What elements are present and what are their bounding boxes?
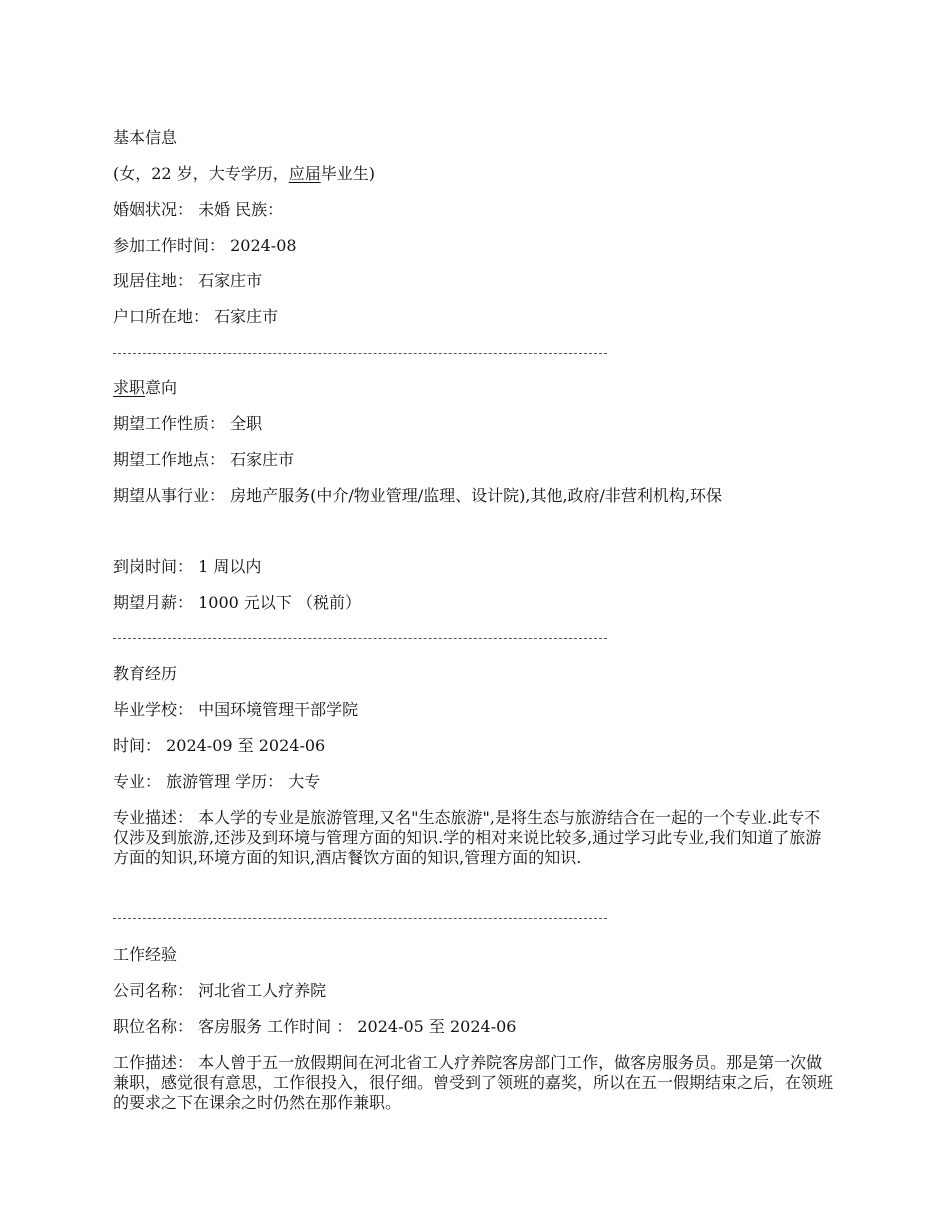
expected-salary: 期望月薪： 1000 元以下 （税前） [113, 593, 361, 612]
fresh-graduate-link[interactable]: 应届 [288, 164, 321, 183]
section-divider [113, 353, 607, 354]
expected-industry: 期望从事行业： 房地产服务(中介/物业管理/监理、设计院),其他,政府/非营利机构,环保 [113, 486, 723, 505]
work-start-date: 参加工作时间： 2024-08 [113, 236, 297, 255]
major-and-degree: 专业： 旅游管理 学历： 大专 [113, 772, 321, 791]
basic-summary-suffix: 毕业生) [320, 164, 375, 183]
section-heading-work-experience: 工作经验 [113, 945, 178, 964]
hukou-location: 户口所在地： 石家庄市 [113, 307, 279, 326]
job-intent-heading-rest: 意向 [145, 378, 178, 397]
position-and-period: 职位名称： 客房服务 工作时间 ： 2024-05 至 2024-06 [113, 1017, 517, 1036]
arrival-time: 到岗时间： 1 周以内 [113, 557, 262, 576]
major-description: 专业描述： 本人学的专业是旅游管理,又名"生态旅游",是将生态与旅游结合在一起的一个专业.此专不仅涉及到旅游,还涉及到环境与管理方面的知识.学的相对来说比较多,通过学习此专业,我们知道了旅游方面的知识,环境方面的知识,酒店餐饮方面的知识,管理方面的知识. [113, 808, 822, 867]
company-name: 公司名称： 河北省工人疗养院 [113, 981, 327, 1000]
graduation-school: 毕业学校： 中国环境管理干部学院 [113, 700, 359, 719]
education-period: 时间： 2024-09 至 2024-06 [113, 736, 326, 755]
marital-status: 婚姻状况： 未婚 民族： [113, 200, 284, 219]
basic-summary [113, 164, 375, 184]
expected-job-location: 期望工作地点： 石家庄市 [113, 450, 295, 469]
current-residence: 现居住地： 石家庄市 [113, 271, 263, 290]
job-search-link[interactable]: 求职 [113, 378, 146, 397]
section-heading-education: 教育经历 [113, 664, 178, 683]
expected-job-nature: 期望工作性质： 全职 [113, 414, 263, 433]
section-divider [113, 638, 607, 639]
basic-summary-prefix: (女，22 岁，大专学历， [113, 164, 289, 183]
section-divider [113, 918, 607, 919]
work-description: 工作描述： 本人曾于五一放假期间在河北省工人疗养院客房部门工作，做客房服务员。那是第一次做兼职，感觉很有意思，工作很投入，很仔细。曾受到了领班的嘉奖，所以在五一假期结束之后，在领班的要求之下在课余之时仍然在那作兼职。 [113, 1053, 834, 1112]
section-heading-basic-info: 基本信息 [113, 128, 178, 147]
section-heading-job-intent [113, 378, 177, 398]
